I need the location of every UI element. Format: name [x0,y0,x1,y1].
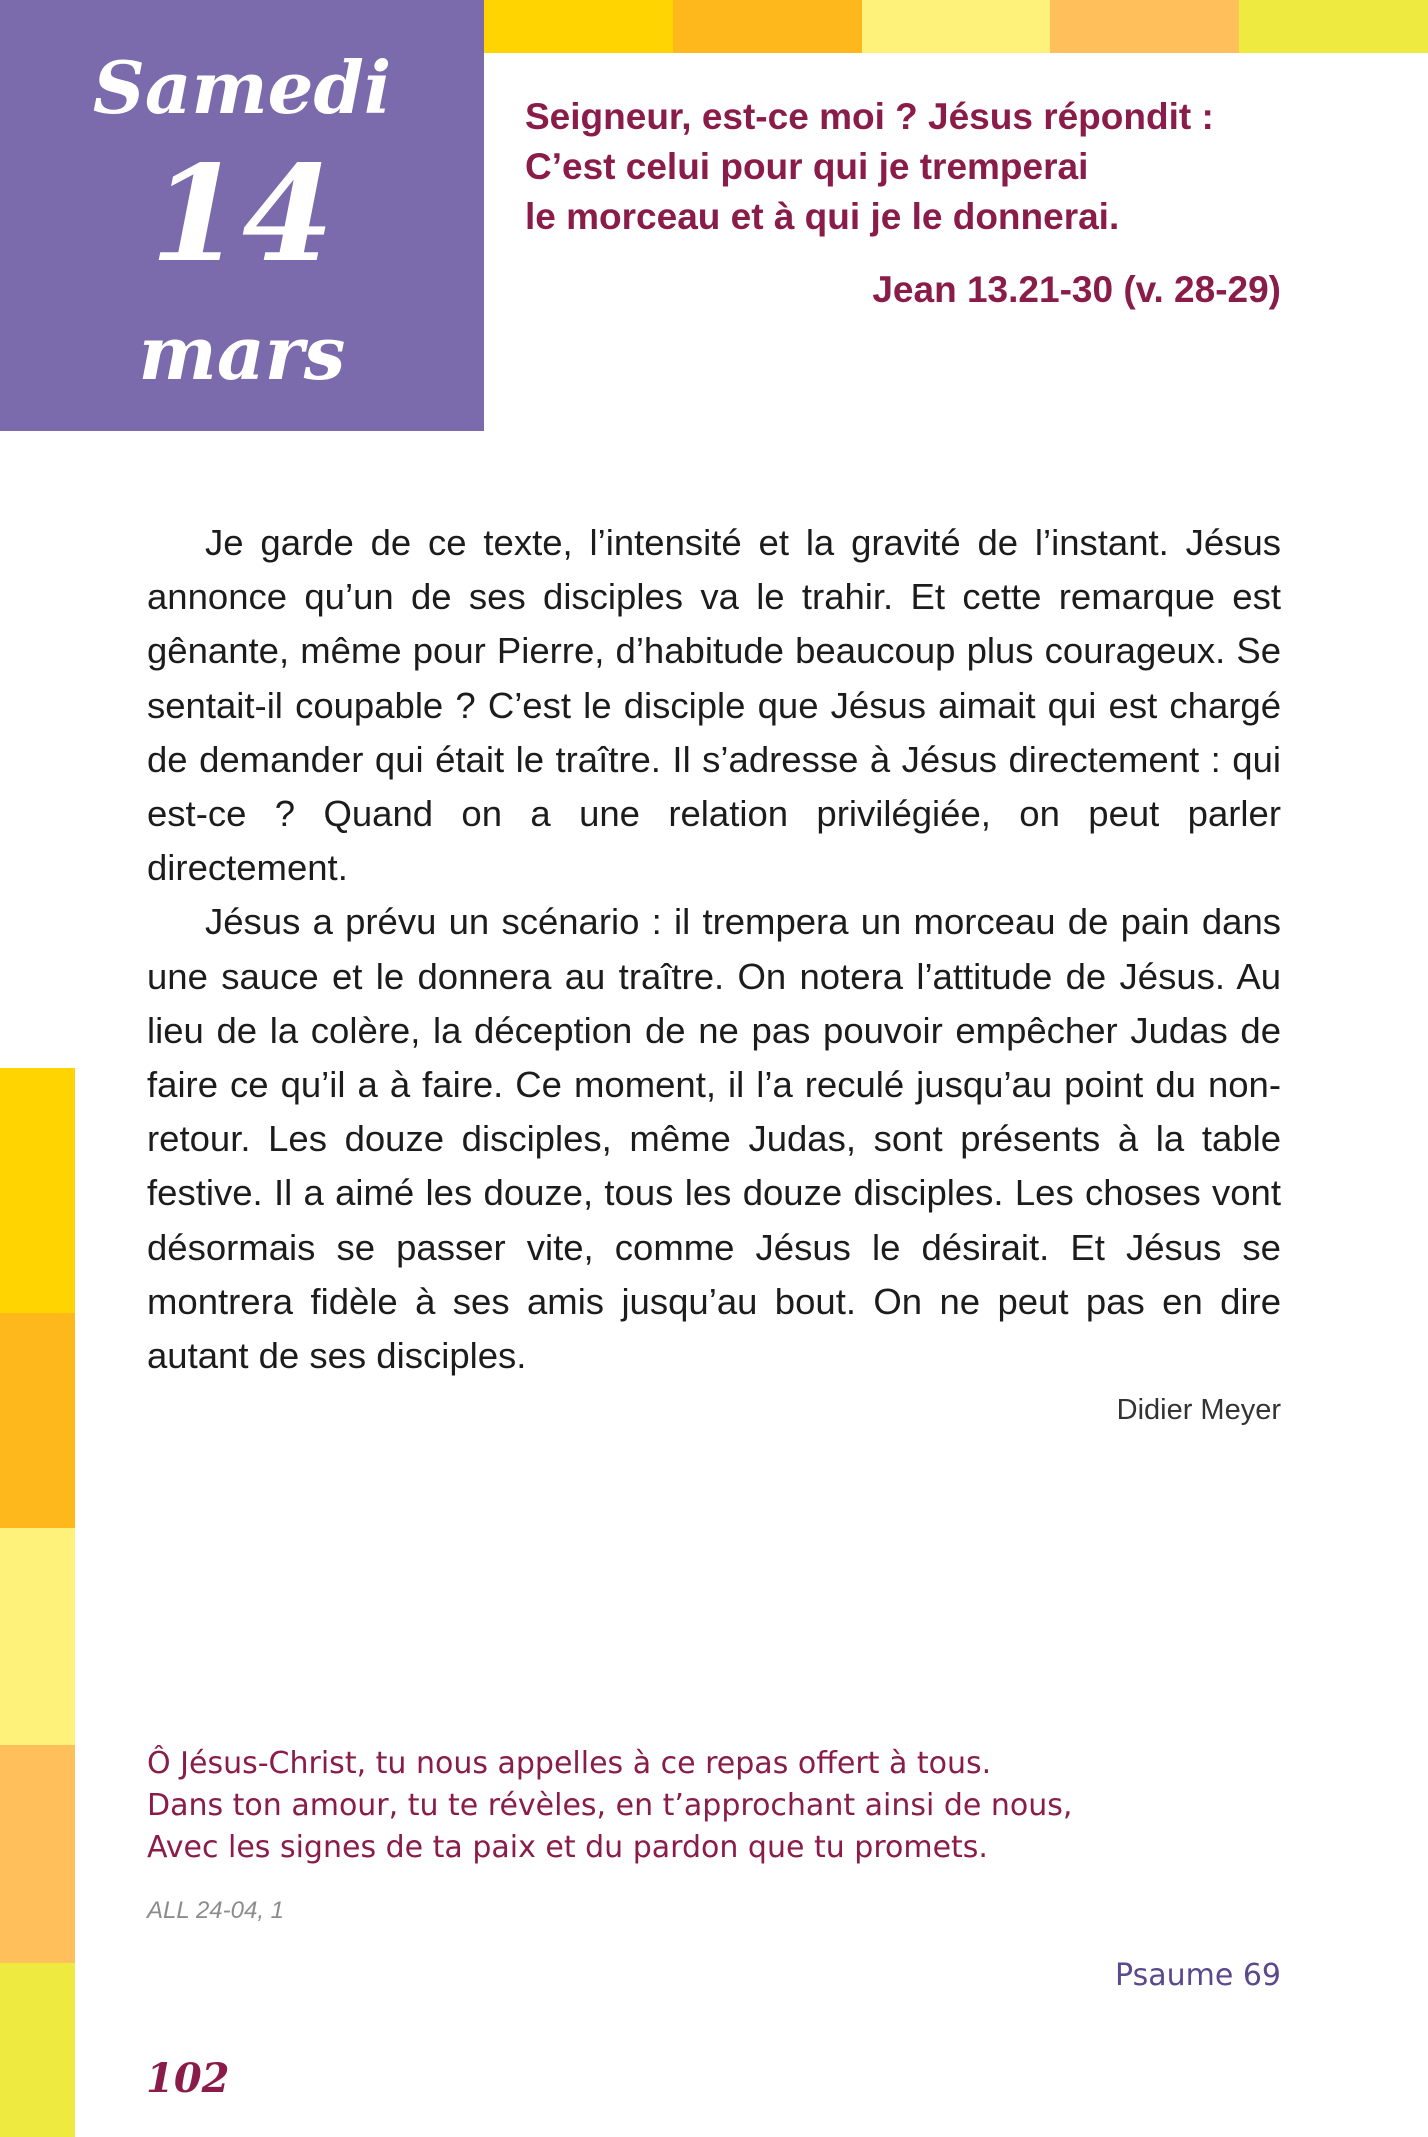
top-color-stripes [484,0,1428,53]
paragraph: Je garde de ce texte, l’intensité et la gravité de l’instant. Jésus annonce qu’un de ses disciples va le trahir. Et cette remarque est gênante, même pour Pierre, d’habitude beaucoup plus courageux. Se sentait-il coupable ? C’est le disciple que Jésus aimait qui est chargé de demander qui était le traître. Il s’adresse à Jésus directement : qui est-ce ? Quand on a une relation privilégiée, on peut parler directement. [147,522,1281,889]
psalm-reference: Psaume 69 [1115,1958,1281,1993]
meditation-text [147,516,1281,1383]
stripe-light-yellow [0,1528,75,1745]
stripe-orange [673,0,862,53]
stripe-lime [0,1963,75,2137]
stripe-lime [1239,0,1428,53]
stripe-light-yellow [862,0,1051,53]
page-number: 102 [146,2055,230,2102]
date-block [0,0,484,431]
date-month: mars [138,311,346,397]
verse-quote [525,92,1285,242]
prayer-reference: ALL 24-04, 1 [147,1897,285,1924]
paragraph: Jésus a prévu un scénario : il trempera un morceau de pain dans une sauce et le donnera au traître. On notera l’attitude de Jésus. Au lieu de la colère, la déception de ne pas pouvoir empêcher Judas de faire ce qu’il a à faire. Ce moment, il l’a reculé jusqu’au point du non-retour. Les douze disciples, même Judas, sont présents à la table festive. Il a aimé les douze, tous les douze disciples. Les choses vont désormais se passer vite, comme Jésus le désirait. Et Jésus se montrera fidèle à ses amis jusqu’au bout. On ne peut pas en dire autant de ses disciples. [147,901,1281,1377]
author-name: Didier Meyer [1116,1394,1281,1426]
verse-line: C’est celui pour qui je tremperai [525,146,1089,187]
stripe-yellow [0,1068,75,1313]
prayer-line: Dans ton amour, tu te révèles, en t’approchant ainsi de nous, [147,1788,1073,1823]
verse-reference: Jean 13.21-30 (v. 28-29) [872,269,1281,310]
prayer [147,1743,1072,1869]
verse-line: Seigneur, est-ce moi ? Jésus répondit : [525,96,1214,137]
stripe-peach [0,1745,75,1963]
verse-line: le morceau et à qui je le donnerai. [525,196,1120,237]
prayer-line: Avec les signes de ta paix et du pardon que tu promets. [147,1830,988,1865]
stripe-orange [0,1313,75,1528]
date-number: 14 [150,137,334,292]
date-day: Samedi [92,45,392,130]
left-color-stripes [0,1068,75,2137]
prayer-line: Ô Jésus-Christ, tu nous appelles à ce repas offert à tous. [147,1746,992,1781]
stripe-yellow [484,0,673,53]
stripe-peach [1050,0,1239,53]
